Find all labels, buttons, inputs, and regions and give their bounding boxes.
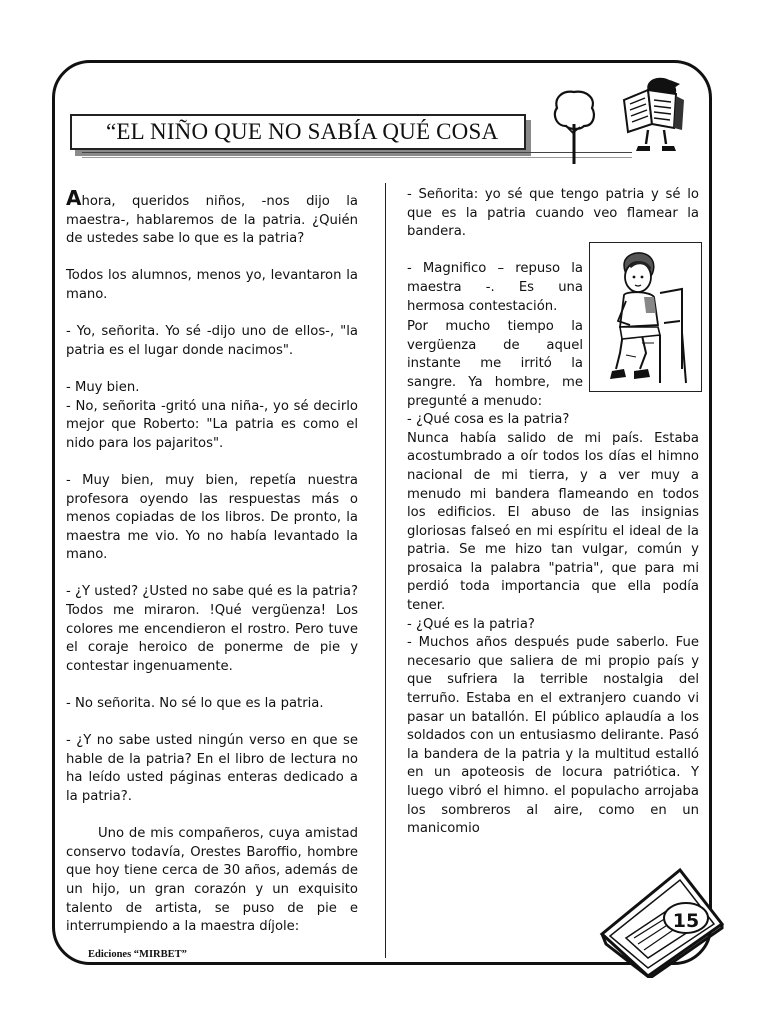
paragraph: Nunca había salido de mi país. Estaba acostumbrado a oír todos los días el himno nacional de mi tierra, y a ver muy a menudo mi bandera flameando en todos los edificios. El abuso de las insignias gloriosas falseó en mi espíritu el ideal de la patria. Se me hizo tan vulgar, común y prosaica la palabra "patria", que para mi perdió toda importancia que ella podía tener. [407, 430, 699, 614]
open-book-icon [596, 858, 728, 978]
child-reading-icon [618, 74, 688, 154]
boy-on-chair-illustration [589, 242, 702, 392]
left-column [66, 186, 358, 955]
paragraph: Todos los alumnos, menos yo, levantaron la mano. [66, 268, 358, 302]
title-banner [70, 114, 526, 150]
paragraph-line: - No, señorita -gritó una niña-, yo sé decirlo mejor que Roberto: "La patria es como el nido para los pajaritos". [66, 398, 358, 451]
page-number: 15 [672, 910, 700, 932]
column-divider [385, 183, 386, 958]
paragraph: - ¿Y no sabe usted ningún verso en que se hable de la patria? En el libro de lectura no ha leído usted páginas enteras dedicado a la patria?. [66, 733, 358, 804]
footer-publisher: Ediciones “MIRBET” [88, 949, 187, 960]
paragraph: - No señorita. No sé lo que es la patria. [66, 696, 324, 712]
paragraph: - ¿Y usted? ¿Usted no sabe qué es la patria? Todos me miraron. !Qué vergüenza! Los colores me encendieron el rostro. Pero tuve el coraje heroico de ponerme de pie y contestar ingenuamente. [66, 584, 358, 674]
paragraph: - Señorita: yo sé que tengo patria y sé lo que es la patria cuando veo flamear la bandera. [407, 187, 699, 240]
paragraph: - Muchos años después pude saberlo. Fue necesario que saliera de mi propio país y que sufriera la terrible nostalgia del terruño. Estaba en el extranjero cuando vi pasar un batallón. El público aplaudía a los soldados con un entusiasmo delirante. Pasó la bandera de la patria y la multitud estalló en un apoteosis de locura patriótica. Y luego vibró el himno. el populacho arrojaba los sombreros al aire, como en un manicomio [407, 635, 699, 837]
paragraph: - Magnifico – repuso la maestra -. Es una hermosa contestación. [407, 261, 583, 314]
drop-cap: A [66, 186, 82, 210]
paragraph-line: - Muy bien. [66, 379, 140, 395]
boy-on-chair-drawing [590, 243, 701, 391]
paragraph: - ¿Qué cosa es la patria? [407, 412, 570, 428]
paragraph: - Yo, señorita. Yo sé -dijo uno de ellos-, "la patria es el lugar donde nacimos". [66, 324, 358, 358]
tree-icon [548, 84, 600, 166]
paragraph: Por mucho tiempo la vergüenza de aquel instante me irritó la sangre. Ya hombre, me pregunté a menudo: [407, 319, 583, 409]
text-beside-illustration [407, 260, 583, 411]
paragraph: - ¿Qué es la patria? [407, 616, 535, 632]
paragraph [66, 379, 358, 453]
paragraph-text: hora, queridos niños, -nos dijo la maestra-, hablaremos de la patria. ¿Quién de ustedes sabe lo que es la patria? [66, 194, 358, 247]
paragraph: - Muy bien, muy bien, repetía nuestra profesora oyendo las respuestas más o menos copiadas de los libros. De pronto, la maestra me vio. Yo no había levantado la mano. [66, 472, 358, 563]
page-title: “EL NIÑO QUE NO SABÍA QUÉ COSA [106, 119, 499, 144]
paragraph: Uno de mis compañeros, cuya amistad conservo todavía, Orestes Baroffio, hombre que hoy tiene cerca de 30 años, además de un hijo, un gran corazón y un exquisito talento de artista, se puso de pie e interrumpiendo a la maestra díjole: [66, 826, 358, 935]
paragraph [66, 186, 358, 249]
